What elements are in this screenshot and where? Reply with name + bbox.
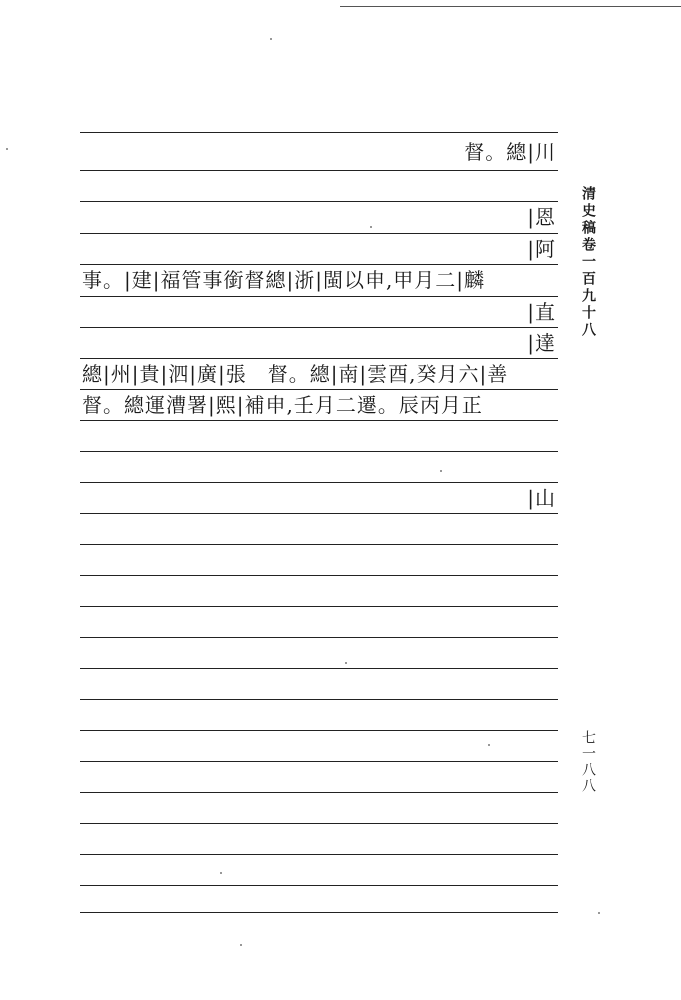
row-1-text: |川 bbox=[527, 140, 556, 164]
ruled-line bbox=[80, 912, 558, 913]
ruled-line bbox=[80, 885, 558, 886]
ruled-line bbox=[80, 327, 558, 328]
ruled-line bbox=[80, 761, 558, 762]
table-row-2 bbox=[527, 202, 556, 232]
table-row-4 bbox=[82, 265, 485, 295]
ruled-line bbox=[80, 544, 558, 545]
scan-speck bbox=[345, 662, 347, 664]
scan-speck bbox=[220, 872, 222, 874]
row-3-text: |阿 bbox=[527, 237, 556, 261]
ruled-line bbox=[80, 699, 558, 700]
scan-speck bbox=[240, 944, 242, 946]
ruled-line bbox=[80, 823, 558, 824]
row-8-text: 督。總運漕署|熙|補申,壬月二遷。辰丙月正 bbox=[82, 393, 483, 417]
ruled-line bbox=[80, 730, 558, 731]
scan-speck bbox=[488, 744, 490, 746]
table-row-1 bbox=[464, 137, 556, 167]
ruled-line bbox=[80, 513, 558, 514]
ruled-line bbox=[80, 170, 558, 171]
ruled-line bbox=[80, 451, 558, 452]
table-row-7 bbox=[82, 359, 508, 389]
ruled-line bbox=[80, 575, 558, 576]
ruled-line bbox=[80, 132, 558, 133]
table-row-6 bbox=[527, 328, 556, 358]
row-6-text: |達 bbox=[527, 331, 556, 355]
margin-title: 清史稿卷一百九十八 bbox=[580, 186, 596, 339]
ruled-line bbox=[80, 482, 558, 483]
ruled-line bbox=[80, 201, 558, 202]
ruled-line bbox=[80, 420, 558, 421]
ruled-line bbox=[80, 668, 558, 669]
ruled-line bbox=[80, 233, 558, 234]
ruled-line bbox=[80, 854, 558, 855]
row-1-suffix: 督。總 bbox=[464, 140, 528, 164]
table-row-8 bbox=[82, 390, 483, 420]
row-2-text: |恩 bbox=[527, 205, 556, 229]
table-row-3 bbox=[527, 234, 556, 264]
ruled-line bbox=[80, 637, 558, 638]
ruled-line bbox=[80, 296, 558, 297]
ruled-line bbox=[80, 606, 558, 607]
scan-speck bbox=[598, 912, 600, 914]
row-9-text: |山 bbox=[527, 486, 556, 510]
row-4-text: 事。|建|福管事銜督總|浙|閩以申,甲月二|麟 bbox=[82, 268, 486, 292]
page-number: 七一八八 bbox=[580, 730, 596, 794]
row-7-text: 總|州|貴|泗|廣|張 督。總|南|雲酉,癸月六|善 bbox=[82, 362, 509, 386]
scan-speck bbox=[370, 226, 372, 228]
top-border bbox=[340, 6, 681, 7]
table-row-5 bbox=[527, 297, 556, 327]
scan-speck bbox=[440, 470, 442, 472]
ruled-line bbox=[80, 792, 558, 793]
scan-speck bbox=[6, 148, 8, 150]
scan-speck bbox=[270, 38, 272, 40]
row-5-text: |直 bbox=[527, 300, 556, 324]
table-row-9 bbox=[527, 483, 556, 513]
